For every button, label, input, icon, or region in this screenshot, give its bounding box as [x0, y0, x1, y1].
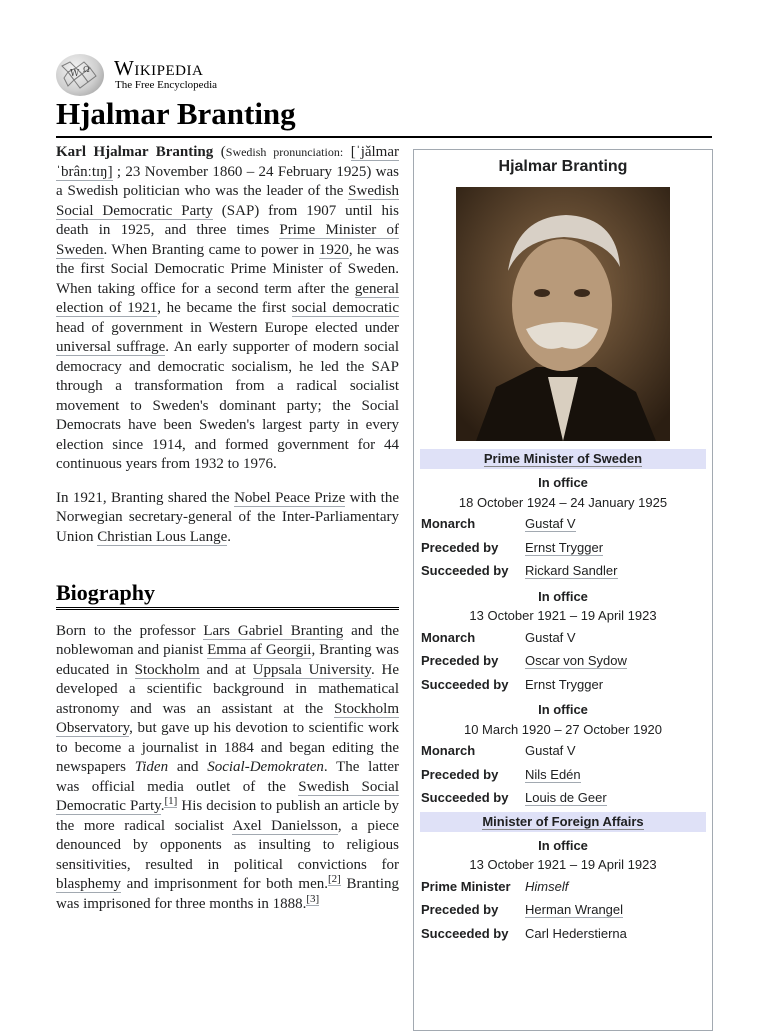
lead-text-3: . When Branting came to power in [103, 241, 319, 258]
link-gustaf-v[interactable]: Gustaf V [525, 516, 576, 531]
row-value: Himself [525, 878, 569, 894]
wikipedia-tagline: The Free Encyclopedia [115, 79, 218, 91]
link-herman-wrangel[interactable]: Herman Wrangel [525, 902, 624, 917]
portrait-photo[interactable] [456, 187, 670, 441]
lead-text-7: . An early supporter of modern social democracy and democratic socialism, he led the SAP through a transformation from a radical socialist movement to Sweden's dominant party; the Social Democrats have been Sweden's largest party in every election since 1914, and formed government for 44 continuous years from 1932 to 1976. [56, 339, 399, 472]
infobox-title: Hjalmar Branting [498, 158, 628, 175]
bio-text-11: , a piece denounced by opponents as insulting to religious sensitivities, resulted in political convictions for [56, 817, 399, 873]
nobel-text-1: In 1921, Branting shared the [56, 489, 235, 506]
bio-text-8: . The latter was official media outlet of the [56, 759, 399, 795]
bio-text-7: and [168, 759, 208, 775]
office-term-3 [414, 700, 712, 810]
svg-text:Ω: Ω [83, 65, 90, 74]
link-rickard-sandler[interactable]: Rickard Sandler [525, 563, 618, 578]
newspaper-tiden: Tiden [134, 759, 169, 775]
row-value: Carl Hederstierna [525, 925, 627, 941]
infobox-row [414, 649, 712, 673]
row-key: Preceded by [421, 902, 499, 917]
nobel-text-3: . [227, 528, 231, 545]
bio-text-6: , but gave up his devotion to scientific work to become a journalist in 1884 and began editing the newspapers [56, 720, 399, 775]
bio-text-5: . He developed a scientific background in mathematical astronomy and was an assistant at the [56, 661, 400, 717]
site-header [56, 54, 356, 98]
in-office-label: In office [538, 475, 588, 490]
nobel-paragraph [56, 489, 399, 548]
wikipedia-globe-logo[interactable] [56, 54, 104, 96]
link-swedish-social-democratic-party-2[interactable]: Swedish Social Democratic Party [56, 778, 399, 814]
link-axel-danielsson[interactable]: Axel Danielsson [232, 817, 338, 834]
link-1920[interactable]: 1920 [318, 241, 349, 258]
row-key: Monarch [421, 516, 476, 531]
office-dates: 13 October 1921 – 19 April 1923 [469, 857, 657, 872]
bio-text-12: and imprisonment for both men. [121, 876, 329, 892]
lead-text-2: (SAP) from 1907 until his death in 1925, and three times [56, 202, 399, 238]
row-value: Gustaf V [525, 743, 576, 758]
infobox-row [414, 875, 712, 899]
lead-text-4: , he was the first Social Democratic Prime Minister of Sweden. When taking office for a second term after the [56, 241, 399, 297]
lead-text-1: ; 23 November 1860 – 24 February 1925) was a Swedish politician who was the leader of the [56, 163, 399, 199]
link-social-democratic[interactable]: social democratic [291, 300, 399, 316]
svg-text:W: W [70, 69, 80, 79]
page-title: Hjalmar Branting [56, 96, 712, 138]
office-term-4 [414, 836, 712, 946]
ipa-link[interactable]: [ˈjǎlmar ˈbrânːtɪŋ] [56, 144, 400, 180]
row-key: Succeeded by [421, 563, 509, 578]
infobox-row [414, 673, 712, 697]
bio-text-4: and at [199, 661, 253, 678]
reference-1[interactable]: [1] [164, 795, 178, 807]
lead-text-5: , he became the first [157, 300, 292, 316]
bio-text-13: Branting was imprisoned for three months in 1888. [56, 876, 399, 912]
row-key: Prime Minister [421, 878, 511, 894]
row-key: Preceded by [421, 653, 499, 668]
link-prime-minister-of-sweden[interactable]: Prime Minister of Sweden [56, 222, 399, 258]
infobox-row [414, 626, 712, 650]
link-stockholm-observatory[interactable]: Stockholm Observatory [56, 700, 399, 736]
in-office-label: In office [538, 702, 588, 717]
infobox-row [414, 739, 712, 763]
bio-text-2: and the noblewoman and pianist [56, 622, 400, 658]
office-dates: 10 March 1920 – 27 October 1920 [463, 721, 663, 737]
link-ernst-trygger[interactable]: Ernst Trygger [525, 539, 604, 555]
link-prime-minister-of-sweden-infobox[interactable]: Prime Minister of Sweden [483, 451, 643, 466]
link-oscar-von-sydow[interactable]: Oscar von Sydow [525, 653, 627, 668]
link-nils-eden[interactable]: Nils Edén [525, 766, 581, 782]
office-dates: 18 October 1924 – 24 January 1925 [458, 494, 668, 510]
row-key: Succeeded by [421, 676, 509, 692]
bio-text-1: Born to the professor [56, 622, 204, 639]
infobox [413, 149, 713, 1031]
bio-text-3: , Branting was educated in [56, 642, 400, 678]
link-stockholm[interactable]: Stockholm [134, 661, 200, 678]
infobox-row [414, 786, 712, 810]
link-emma-af-georgii[interactable]: Emma af Georgii [207, 642, 312, 658]
infobox-row [414, 922, 712, 946]
in-office-label: In office [538, 588, 588, 604]
row-value: Gustaf V [525, 629, 576, 645]
nobel-text-2: with the Norwegian secretary-general of the Inter-Parliamentary Union [56, 489, 399, 545]
article-body [56, 143, 399, 928]
infobox-row [414, 536, 712, 560]
reference-2[interactable]: [2] [328, 873, 341, 885]
pronunciation-label: Swedish pronunciation: [225, 145, 344, 159]
row-key: Preceded by [421, 539, 499, 555]
infobox-section-foreign-affairs [420, 812, 706, 832]
biography-heading: Biography [56, 583, 399, 610]
link-swedish-social-democratic-party[interactable]: Swedish Social Democratic Party [56, 183, 399, 219]
infobox-row [414, 512, 712, 536]
reference-3[interactable]: [3] [306, 892, 320, 905]
row-key: Preceded by [421, 766, 499, 782]
row-key: Monarch [421, 629, 476, 645]
in-office-label: In office [538, 837, 588, 853]
link-christian-lous-lange[interactable]: Christian Lous Lange [97, 528, 228, 545]
row-key: Succeeded by [421, 925, 509, 941]
link-nobel-peace-prize[interactable]: Nobel Peace Prize [234, 489, 346, 506]
infobox-section-prime-minister [420, 449, 706, 469]
row-key: Succeeded by [421, 790, 509, 805]
office-dates: 13 October 1921 – 19 April 1923 [469, 608, 657, 623]
subject-name: Karl Hjalmar Branting [56, 144, 214, 160]
row-key: Monarch [421, 743, 476, 758]
lead-paragraph: Karl Hjalmar Branting (Swedish pronunciation: [ˈjǎlmar ˈbrânːtɪŋ] ; 23 November 1860 – 24 February 1925) was a Swedish politician who was the leader of the Swedish Social Democratic Party (SAP) from 1907 until his death in 1925, and three times Prime Minister of Sweden. When Branting came to power in 1920, he was the first Social Democratic Prime Minister of Sweden. When taking office for a second term after the general election of 1921, he became the first social democratic head of government in Western Europe elected under universal suffrage. An early supporter of modern social democracy and democratic socialism, he led the SAP through a transformation from a radical socialist movement to Sweden's dominant party; the Social Democrats have been Sweden's largest party in every election since 1914, and formed government for 44 continuous years from 1932 to 1976. [56, 144, 400, 472]
link-louis-de-geer[interactable]: Louis de Geer [525, 790, 607, 805]
lead-text-6: head of government in Western Europe elected under [56, 319, 399, 336]
link-blasphemy[interactable]: blasphemy [56, 876, 121, 892]
infobox-row [414, 559, 712, 583]
office-term-2 [414, 587, 712, 697]
wikipedia-wordmark[interactable]: Wikipedia [114, 56, 204, 80]
newspaper-social-demokraten: Social-Demokraten [207, 759, 324, 775]
link-universal-suffrage[interactable]: universal suffrage [56, 339, 166, 355]
row-value: Ernst Trygger [525, 676, 604, 692]
infobox-row [414, 898, 712, 922]
link-uppsala-university[interactable]: Uppsala University [252, 661, 371, 678]
office-term-1 [414, 473, 712, 583]
link-general-election-1921[interactable]: general election of 1921 [56, 280, 399, 316]
infobox-row [414, 763, 712, 787]
link-lars-gabriel-branting[interactable]: Lars Gabriel Branting [203, 622, 344, 639]
bio-text-9: . [160, 798, 165, 814]
link-minister-of-foreign-affairs[interactable]: Minister of Foreign Affairs [482, 813, 644, 829]
biography-paragraph [56, 622, 399, 915]
bio-text-10: His decision to publish an article by the more radical socialist [56, 798, 400, 834]
